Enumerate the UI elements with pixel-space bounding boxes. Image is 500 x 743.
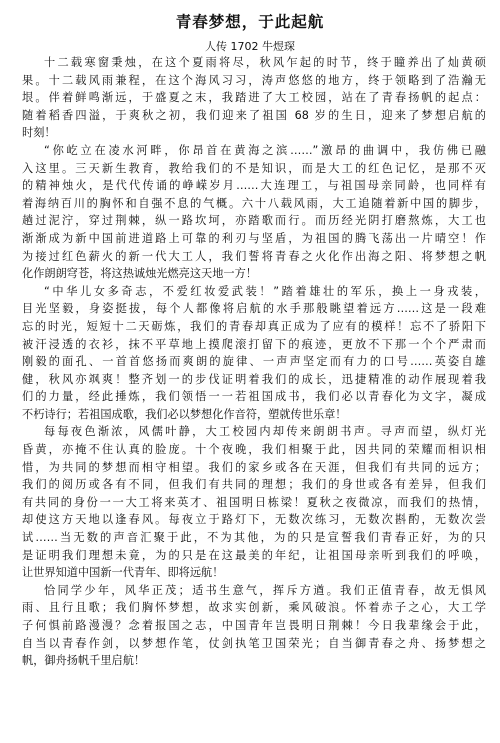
paragraph-line: 不朽诗行；若祖国成歌，我们必以梦想化作音符，塑就传世乐章！ — [22, 407, 347, 421]
page-title: 青春梦想，于此起航 — [175, 13, 325, 31]
paragraph-line: 刚毅的面孔、一首首悠扬而爽朗的旋律、一声声坚定而有力的口号……英姿自雄 — [22, 355, 486, 369]
paragraph-line: “中华儿女多奇志，不爱红妆爱武装！”踏着雄壮的军乐，换上一身戎装， — [44, 284, 486, 298]
paragraph-line: 恰同学少年，风华正茂；适书生意气，挥斥方遒。我们正值青春，故无惧风 — [44, 583, 486, 597]
paragraph-line: 昏黄，亦掩不住认真的脸庞。十个夜晚，我们相聚于此，因共同的荣耀而相识相 — [22, 443, 486, 457]
paragraph-line: 健，秋风亦飒爽！整齐划一的步伐证明着我们的成长，迅捷精准的动作展现着我 — [22, 372, 486, 386]
paragraph-line: 随着稻香四溢，于爽秋之初，我们迎来了祖国 68 岁的生日，迎来了梦想启航的 — [22, 108, 486, 122]
paragraph-line: 趟过泥泞，穿过荆棘，纵一路坎坷，亦踏歌而行。而历经光阴打磨熬炼，大工也 — [22, 214, 486, 228]
paragraph-line: 时刻！ — [22, 126, 56, 140]
author-line: 人传 1702 牛煜琛 — [205, 40, 295, 53]
paragraph-line: 垠。伴着鲜鸣渐远，于盛夏之末，我踏进了大工校园，站在了青春扬帆的起点： — [22, 91, 486, 105]
paragraph-line: 为接过红色薪火的新一代大工人，我们誓将青春之火化作出海之阳、将梦想之帆 — [22, 249, 486, 263]
paragraph-line: 试……当无数的声音汇聚于此，不为其他，为的只是宣誓我们青春正好，为的只 — [22, 531, 486, 545]
paragraph-line: 果。十二载风雨兼程，在这个海风习习，涛声悠悠的地方，终于领略到了浩瀚无 — [22, 73, 486, 87]
paragraph-line: 渐渐成为新中国前进道路上可靠的利刃与坚盾，为祖国的腾飞荡出一片晴空！作 — [22, 231, 486, 245]
paragraph-line: 自当以青春作剑，以梦想作笔，仗剑执笔卫国荣光；自当御青春之舟、扬梦想之 — [22, 636, 486, 650]
essay-body — [22, 54, 486, 670]
paragraph — [22, 142, 486, 283]
paragraph-line: 被汗浸透的衣衫，抹不平草地上摸爬滚打留下的痕迹，更放不下那一个个严肃而 — [22, 337, 486, 351]
paragraph-line: 让世界知道中国新一代青年、即将远航！ — [22, 566, 224, 580]
paragraph-line: 却使这方天地以逢春风。每夜立于路灯下，无数次练习，无数次斟酌，无数次尝 — [22, 513, 486, 527]
paragraph-line: 有共同的身份一一大工将来英才、祖国明日栋梁！夏秋之夜微凉，而我们的热情， — [22, 495, 486, 509]
paragraph-line: 我们的阅历或各有不同，但我们有共同的理想；我们的身世或各有差异，但我们 — [22, 478, 486, 492]
paragraph — [22, 54, 486, 142]
paragraph-line: 惜，为共同的梦想而相守相望。我们的家乡或各在天涯，但我们有共同的远方； — [22, 460, 486, 474]
paragraph-line: 们的力量，经此捶炼，我们领悟一一若祖国成书，我们必以青春化为文字，凝成 — [22, 390, 486, 404]
paragraph-line: 十二载寒窗秉烛，在这个夏雨将尽，秋风乍起的时节，终于瞳养出了灿黄硕 — [44, 56, 486, 69]
paragraph-line: 化作朗朗穹苍，将这热诚烛光燃亮这天地一方！ — [22, 267, 257, 281]
paragraph-line: 的精神烛火，是代代传诵的峥嵘岁月……大连理工，与祖国母亲同龄，也同样有 — [22, 179, 486, 193]
paragraph — [22, 423, 486, 581]
paragraph-line: 帆，御舟扬帆千里启航！ — [22, 654, 146, 668]
paragraph-line: 忘的时光，短短十二天砺炼，我们的青春却真正成为了应有的模样！忘不了骄阳下 — [22, 319, 486, 333]
paragraph-line: 是证明我们理想未竟，为的只是在这最美的年纪，让祖国母亲听到我们的呼唤， — [22, 548, 486, 562]
paragraph-line: 每每夜色渐浓，风儒叶静，大工校园内却传来朗朗书声。寻声而望，纵灯光 — [44, 425, 486, 439]
paragraph-line: 目光坚毅，身姿挺拔，每个人都像将启航的水手那般眺望着远方……这是一段难 — [22, 302, 486, 316]
paragraph — [22, 283, 486, 424]
paragraph-line: “你屹立在凌水河畔，你昂首在黄海之滨……”激昂的曲调中，我仿佛已融 — [44, 143, 486, 157]
paragraph-line: 入这里。三天新生教育，教给我们的不是知识，而是大工的红色记忆，是那不灭 — [22, 161, 486, 175]
paragraph-line: 雨、且行且歌；我们胸怀梦想，故求实创新，乘风破浪。怀着赤子之心，大工学 — [22, 601, 486, 615]
paragraph — [22, 582, 486, 670]
paragraph-line: 子何惧前路漫漫？念着报国之志，中国青年岂畏明日荆棘！今日我辈缘会于此， — [22, 619, 486, 632]
paragraph-line: 着海纳百川的胸怀和自强不息的气概。六十八载风雨，大工追随着新中国的脚步， — [22, 196, 486, 210]
